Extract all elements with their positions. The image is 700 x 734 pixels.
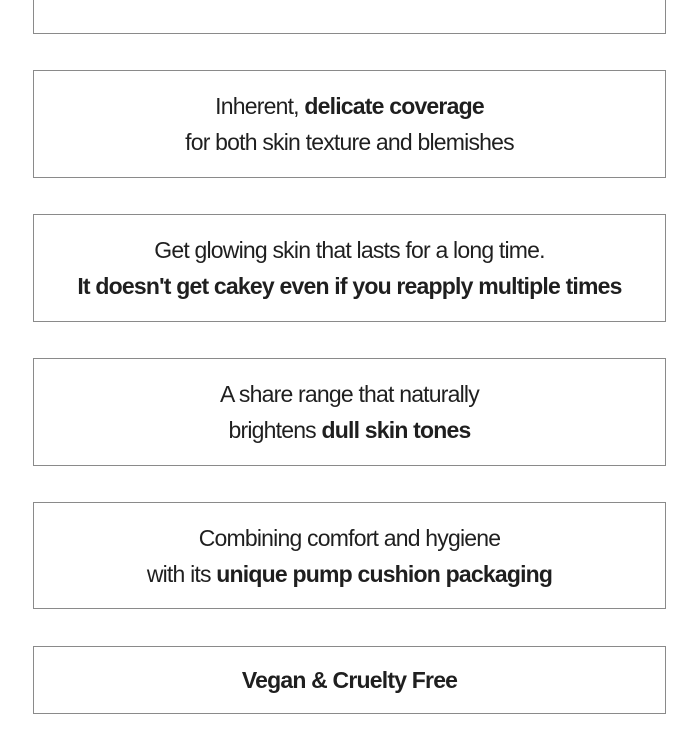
feature-card-vegan [33, 646, 666, 714]
feature-highlight: Vegan & Cruelty Free [241, 667, 458, 693]
feature-line [199, 520, 501, 556]
feature-highlight: It doesn't get cakey even if you reapply multiple times [77, 273, 622, 299]
feature-line [154, 232, 545, 268]
feature-line [185, 124, 514, 160]
feature-line [228, 412, 470, 448]
feature-card-packaging [33, 502, 666, 609]
feature-text: Combining comfort and hygiene [198, 524, 501, 551]
feature-line [220, 376, 479, 412]
feature-line [77, 268, 621, 304]
feature-line [188, 0, 511, 5]
feature-text: Inherent, [215, 93, 305, 119]
feature-highlight: unique pump cushion packaging [216, 560, 553, 587]
feature-card-long-lasting [33, 214, 666, 322]
feature-highlight: delicate coverage [304, 93, 484, 119]
feature-text: for both skin texture and blemishes [185, 129, 514, 155]
feature-line [242, 662, 457, 698]
feature-text: Get glowing skin that lasts for a long time. [154, 237, 545, 263]
feature-text: A share range that naturally [220, 381, 479, 407]
feature-text: with its [146, 560, 217, 587]
feature-line [147, 556, 552, 592]
feature-highlight: dull skin tones [321, 417, 471, 443]
feature-line [215, 88, 484, 124]
feature-text: brightens [228, 417, 322, 443]
feature-card-coverage [33, 70, 666, 178]
feature-card-shade-range [33, 358, 666, 466]
feature-card-radiant-glow [33, 0, 666, 34]
